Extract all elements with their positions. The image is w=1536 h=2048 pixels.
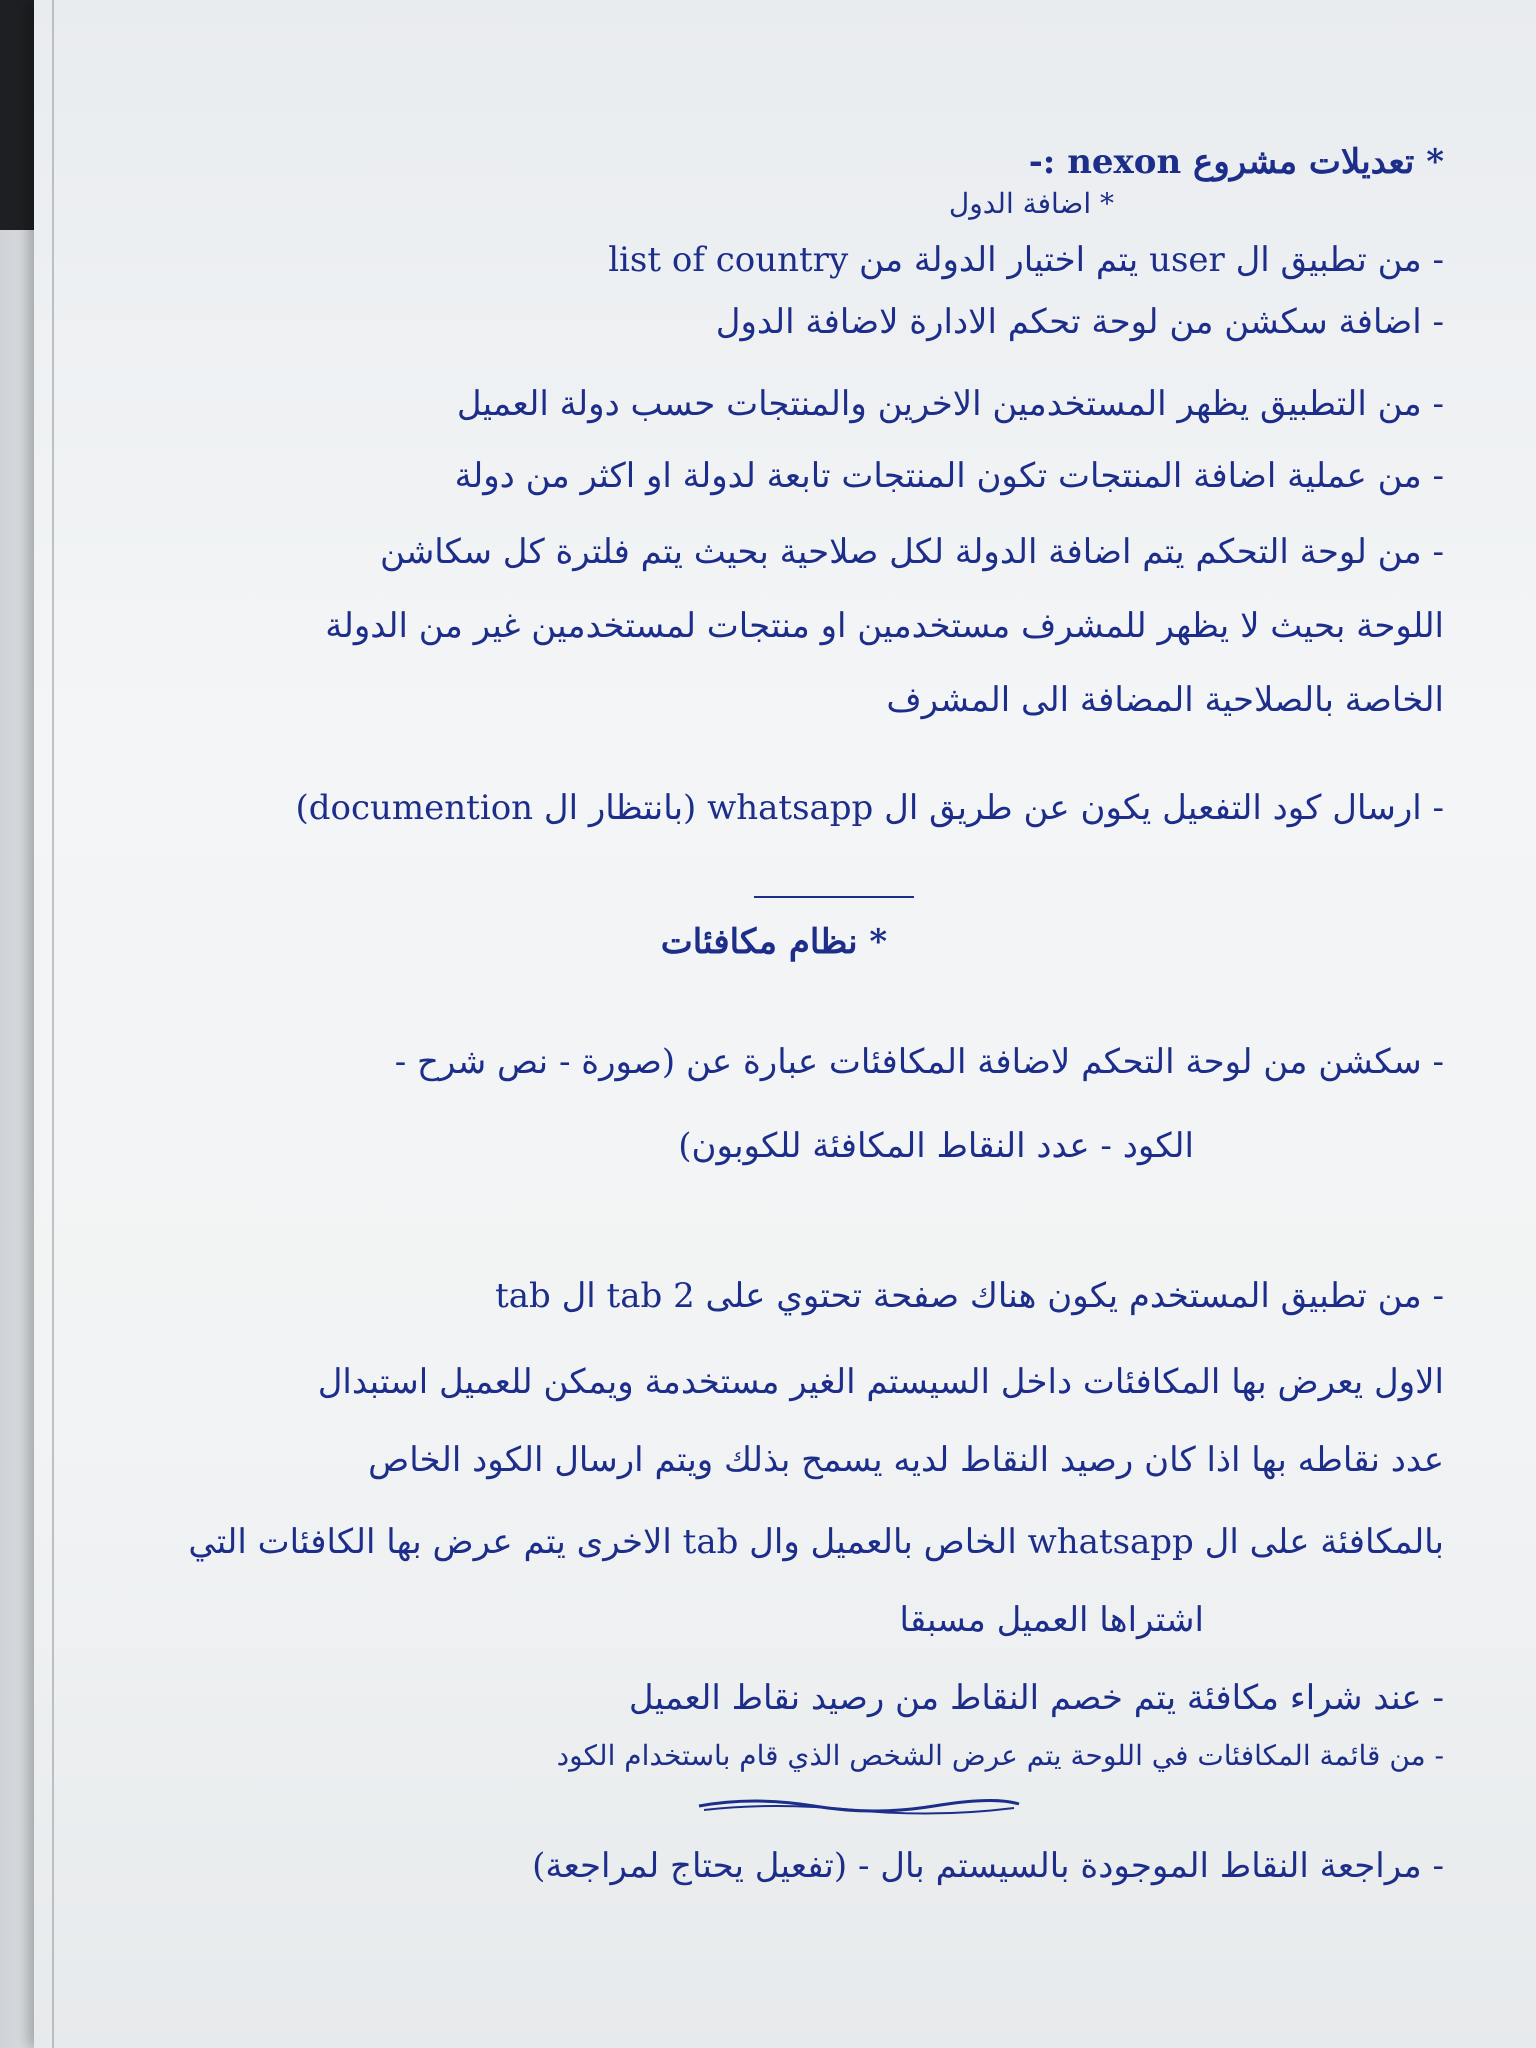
section1-line-3: - من التطبيق يظهر المستخدمين الاخرين والمنتجات حسب دولة العميل bbox=[456, 384, 1444, 424]
section2-line-1: - سكشن من لوحة التحكم لاضافة المكافئات عبارة عن (صورة - نص شرح - bbox=[394, 1042, 1444, 1082]
section1-line-6: اللوحة بحيث لا يظهر للمشرف مستخدمين او منتجات لمستخدمين غير من الدولة bbox=[325, 606, 1444, 646]
page-subtitle: * اضافة الدول bbox=[948, 187, 1114, 220]
page-title: * تعديلات مشروع nexon :- bbox=[1028, 142, 1444, 182]
section3-line-8: - مراجعة النقاط الموجودة بالسيستم بال - (تفعيل يحتاج لمراجعة) bbox=[532, 1846, 1444, 1886]
section3-line-5: اشتراها العميل مسبقا bbox=[899, 1600, 1204, 1640]
divider bbox=[754, 896, 914, 898]
section3-line-2: الاول يعرض بها المكافئات داخل السيستم الغير مستخدمة ويمكن للعميل استبدال bbox=[317, 1362, 1444, 1402]
section1-line-2: - اضافة سكشن من لوحة تحكم الادارة لاضافة الدول bbox=[715, 302, 1444, 342]
section3-line-1: - من تطبيق المستخدم يكون هناك صفحة تحتوي على 2 tab ال tab bbox=[495, 1276, 1444, 1316]
handwritten-page bbox=[104, 120, 1444, 2000]
section1-line-1: - من تطبيق ال user يتم اختيار الدولة من list of country bbox=[608, 240, 1444, 280]
section1-line-4: - من عملية اضافة المنتجات تكون المنتجات تابعة لدولة او اكثر من دولة bbox=[454, 456, 1444, 496]
section3-line-7: - من قائمة المكافئات في اللوحة يتم عرض الشخص الذي قام باستخدام الكود bbox=[556, 1739, 1444, 1772]
section2-title: * نظام مكافئات bbox=[660, 922, 888, 962]
paper-sheet bbox=[34, 0, 1536, 2048]
section1-line-5: - من لوحة التحكم يتم اضافة الدولة لكل صلاحية بحيث يتم فلترة كل سكاشن bbox=[379, 532, 1444, 572]
strikeout-scribble bbox=[694, 1794, 1024, 1818]
section3-line-4: بالمكافئة على ال whatsapp الخاص بالعميل وال tab الاخرى يتم عرض بها الكافئات التي bbox=[188, 1522, 1444, 1562]
section1-line-7: الخاصة بالصلاحية المضافة الى المشرف bbox=[886, 680, 1444, 720]
section3-line-6: - عند شراء مكافئة يتم خصم النقاط من رصيد نقاط العميل bbox=[628, 1678, 1444, 1718]
section2-line-2: الكود - عدد النقاط المكافئة للكوبون) bbox=[678, 1126, 1194, 1166]
section3-line-3: عدد نقاطه بها اذا كان رصيد النقاط لديه يسمح بذلك ويتم ارسال الكود الخاص bbox=[368, 1440, 1444, 1480]
section1-line-8: - ارسال كود التفعيل يكون عن طريق ال whatsapp (بانتظار ال documention) bbox=[295, 788, 1444, 828]
